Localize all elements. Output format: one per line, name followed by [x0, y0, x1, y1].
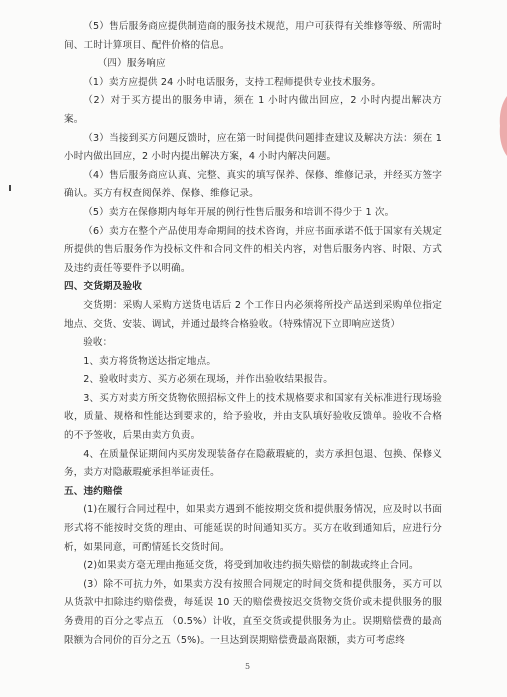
paragraph: (3）除不可抗力外，如果卖方没有按照合同规定的时间交货和提供服务，买方可以从货款中扣除违约赔偿费，每延误 10 天的赔偿费按迟交货物交货价或未提供服务的服务费用的百分之零点五 （0.5%）计收，直至交货或提供服务为止。误期赔偿费的最高限额为合同价的百分之五（5%)。一旦达到误期赔偿费最高限额，卖方可考虑终: [64, 578, 442, 646]
paragraph: （6）卖方在整个产品使用寿命期间的技术咨询，并应书面承诺不低于国家有关规定所提供的售后服务作为投标文件和合同文件的相关内容，对售后服务内容、时限、方式及违约责任等要件予以明确。: [64, 225, 442, 274]
paragraph: （5）售后服务商应提供制造商的服务技术规范，用户可获得有关维修等级、所需时间、工时计算项目、配件价格的信息。: [64, 21, 442, 51]
section-heading: 五、违约赔偿: [64, 485, 123, 497]
document-body: [64, 18, 442, 650]
paragraph: 验收：: [83, 337, 113, 349]
paragraph: （4）售后服务商应认真、完整、真实的填写保养、保修、维修记录，并经买方签字确认。买方有权查阅保养、保修、维修记录。: [64, 169, 442, 200]
paragraph: 2、验收时卖方、买方必须在现场，并作出验收结果报告。: [83, 374, 334, 386]
paragraph: (1)在履行合同过程中，如果卖方遇到不能按期交货和提供服务情况，应及时以书面形式将不能按时交货的理由、可能延误的时间通知买方。买方在收到通知后，应进行分析，如果同意，可酌情延长交货时间。: [64, 504, 442, 553]
scan-mark: [9, 185, 11, 191]
paragraph: (2)如果卖方毫无理由拖延交货，将受到加收违约损失赔偿的制裁或终止合同。: [83, 560, 419, 572]
paragraph: （四）服务响应: [97, 58, 166, 70]
paragraph: （2）对于买方提出的服务申请，须在 1 小时内做出回应，2 小时内提出解决方案。: [64, 95, 442, 125]
section-heading: 四、交货期及验收: [64, 281, 142, 293]
paragraph: （1）卖方应提供 24 小时电话服务，支持工程师提供专业技术服务。: [83, 76, 382, 88]
paragraph: 1、卖方将货物送达指定地点。: [83, 355, 217, 367]
page-number: 5: [245, 662, 251, 671]
paragraph: 4、在质量保证期间内买房发现装备存在隐蔽瑕疵的，卖方承担包退、包换、保修义务，卖方对隐蔽瑕疵承担举证责任。: [64, 448, 442, 479]
paragraph: 交货期：采购人采购方送货电话后 2 个工作日内必须将所投产品送到采购单位指定地点、交货、安装、调试，并通过最终合格验收。（特殊情况下立即响应送货）: [64, 299, 442, 330]
paragraph: （3）当接到买方问题反馈时，应在第一时间提供问题排查建议及解决方法：须在 1 小时内做出回应，2 小时内提出解决方案，4 小时内解决问题。: [64, 132, 442, 163]
red-stamp-edge: [497, 96, 507, 156]
paragraph: （5）卖方在保修期内每年开展的例行性售后服务和培训不得少于 1 次。: [83, 206, 395, 218]
paragraph: 3、买方对卖方所交货物依照招标文件上的技术规格要求和国家有关标准进行现场验收，质量、规格和性能达到要求的，给予验收，并由支队填好验收反馈单。验收不合格的不予签收，后果由卖方负责。: [64, 392, 442, 442]
